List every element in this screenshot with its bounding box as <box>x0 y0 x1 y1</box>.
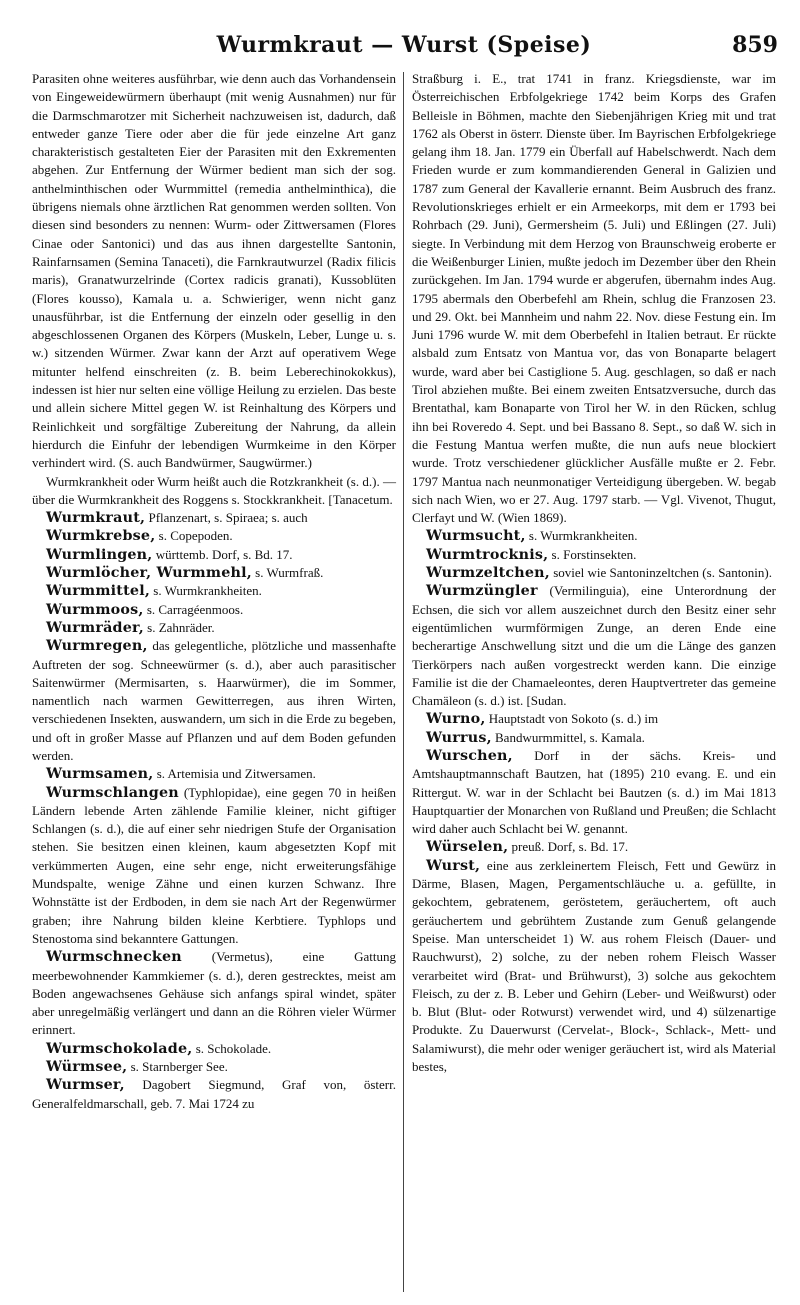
headword: Wurst, <box>426 857 481 874</box>
left-column <box>32 70 396 1113</box>
headword: Wurmmittel, <box>46 583 151 600</box>
headword: Wurmschokolade, <box>46 1040 193 1057</box>
headword: Wurno, <box>426 711 486 728</box>
headword: Wurmzeltchen, <box>426 565 550 582</box>
entry-wurmmoos <box>32 601 396 619</box>
headword: Wurmschnecken <box>46 949 182 966</box>
entry-text: württemb. Dorf, s. Bd. 17. <box>152 546 293 562</box>
entry-text: s. Wurmkrankheiten. <box>525 528 638 544</box>
headword: Wurmregen, <box>46 638 148 655</box>
entry-text: (Vermilinguia), eine Unterordnung der Echsen, die sich vor allem auszeichnet durch den Besitz einer sehr eigentümlichen wurmförmigen Zunge, an deren Ende eine becherartige Anschwellung sitzt und die um die Länge des ganzen Tierkörpers nach außen vorgestreckt werden kann. Die einzige Familie ist die der Chamaeleontes, deren Hauptvertreter das gemeine Chamäleon (s. d.) ist. [Sudan. <box>412 583 776 709</box>
entry-text: s. Forstinsekten. <box>548 546 637 562</box>
entry-text: Dorf in der sächs. Kreis- und Amtshauptmannschaft Bautzen, hat (1895) 210 evang. E. und ein Rittergut. W. war in der Schlacht bei Bautzen (s. d.) im Mai 1813 Hauptquartier der Monarchen von Rußland und Preußen; die Schlacht wird daher auch Schlacht bei W. genannt. <box>412 747 776 837</box>
headword: Wurmkrebse, <box>46 528 156 545</box>
headword: Wurmser, <box>46 1077 125 1094</box>
entry-wurst <box>412 857 776 1077</box>
entry-text: Bandwurmmittel, s. Kamala. <box>491 729 645 745</box>
entry-text: s. Artemisia und Zitwersamen. <box>153 766 316 782</box>
entry-text: Hauptstadt von Sokoto (s. d.) im <box>485 711 659 727</box>
entry-text: s. Wurmkrankheiten. <box>150 583 262 599</box>
headword: Wurmzüngler <box>426 583 538 600</box>
headword: Wurrus, <box>426 729 492 746</box>
entry-wurschen <box>412 747 776 838</box>
entry-text: (Typhlopidae), eine gegen 70 in heißen Ländern lebende Arten zählende Familie kleiner, nicht giftiger Schlangen (s. d.), die auf einer sehr niedrigen Stufe der Organisation stehen. Sie besitzen einen kleinen, kaum abgesetzten Kopf mit verkümmerten Augen, eine sehr enge, nicht erweiterungsfähige Mundspalte, wenige Zähne und einen kurzen Schwanz. Ihre Wohnstätte ist der Erdboden, in dem sie nach Art der Regenwürmer graben; ihre Nahrung bilden kleine Kerbtiere. Typhlops und Stenostoma sind bekanntere Gattungen. <box>32 784 396 946</box>
entry-wurmschnecken <box>32 948 396 1039</box>
entry-text: s. Starnberger See. <box>127 1059 228 1075</box>
entry-wurmtrocknis <box>412 546 776 564</box>
entry-text: soviel wie Santoninzeltchen (s. Santonin). <box>549 565 772 581</box>
headword: Würselen, <box>426 839 509 856</box>
entry-text: (Vermetus), eine Gattung meerbewohnender Kammkiemer (s. d.), deren gestrecktes, meist am Boden angewachsenes Gehäuse sich anfangs spiral windet, später aber unregelmäßig verlängert und dann an die Röhren vieler Würmer erinnert. <box>32 949 396 1038</box>
entry-wurno <box>412 710 776 728</box>
entry-wuerselen <box>412 838 776 856</box>
entry-wurmkrankheit: Wurmkrankheit oder Wurm heißt auch die Rotzkrankheit (s. d.). — über die Wurmkrankheit des Roggens s. Stockkrankheit. [Tanacetum. <box>32 473 396 507</box>
entry-wurmzuengler <box>412 582 776 710</box>
entry-text: s. Schokolade. <box>192 1040 272 1056</box>
entry-continuation: Parasiten ohne weiteres ausführbar, wie denn auch das Vorhandensein von Eingeweidewürmern überhaupt (mit wenig Ausnahmen) nur für die Darmschmarotzer mit Sicherheit nachzuweisen ist, dadurch, daß entweder ganze Tiere oder aber die für jede einzelne Art ganz charakteristisch gestalteten Eier der Parasiten mit den Exkrementen abgehen. Zur Entfernung der Würmer bedient man sich der sog. anthelminthischen oder Wurmmittel (remedia anthelminthica), die übrigens niemals ohne ärztlichen Rat genommen werden sollten. Von diesen sind besonders zu nennen: Wurm- oder Zittwersamen (Flores Cinae oder Santonici) und das aus ihnen dargestellte Santonin, Rainfarnsamen (Semina Tanaceti), die Farnkrautwurzel (Radix filicis maris), Granatwurzelrinde (Cortex radicis granati), Kussoblüten (Flores kousso), Kamala u. a. Schwieriger, wenn nicht ganz unausführbar, ist die Entfernung der einzeln oder gesellig in den abgeschlossenen Organen des Körpers (Muskeln, Leber, Lunge u. s. w.) sitzenden Würmer. Zwar kann der Arzt auf operativem Wege mitunter helfend einschreiten (z. B. beim Leberechinokokkus), indessen ist hier nur selten eine völlige Heilung zu erzielen. Das beste und allein sichere Mittel gegen W. ist Reinhaltung des Körpers und Reinlichkeit und sorgfältige Zubereitung der Nahrung, da allein hierdurch die Einfuhr der lebendigen Wurmkeime in den Körper verhindert wird. (S. auch Bandwürmer, Saugwürmer.) <box>32 71 396 471</box>
headword: Wurmlöcher, Wurmmehl, <box>46 565 252 582</box>
entry-text: Dagobert Siegmund, Graf von, österr. Generalfeldmarschall, geb. 7. Mai 1724 zu <box>32 1077 396 1111</box>
entry-text: preuß. Dorf, s. Bd. 17. <box>508 839 629 855</box>
entry-wuermsee <box>32 1058 396 1076</box>
page-number: 859 <box>732 32 778 58</box>
entry-text: s. Carragéenmoos. <box>143 601 244 617</box>
entry-wurmschlangen <box>32 784 396 949</box>
entry-wurmregen <box>32 637 396 765</box>
entry-wurmkraut <box>32 509 396 527</box>
running-title: Wurmkraut — Wurst (Speise) <box>216 32 592 58</box>
headword: Wurmsucht, <box>426 528 526 545</box>
entry-wurmraeder <box>32 619 396 637</box>
entry-wurmser <box>32 1076 396 1113</box>
entry-text: s. Zahnräder. <box>143 619 215 635</box>
headword: Wurmschlangen <box>46 784 179 801</box>
headword: Wurmtrocknis, <box>426 546 549 563</box>
headword: Würmsee, <box>46 1059 128 1076</box>
entry-wurrus <box>412 729 776 747</box>
entry-text: s. Copepoden. <box>155 528 233 544</box>
entry-continuation: Straßburg i. E., trat 1741 in franz. Kriegsdienste, war im Österreichischen Erbfolgekriege 1742 beim Korps des Grafen Belleisle in Böhmen, machte den Siebenjährigen Krieg mit und trat 1762 als Oberst in österr. Dienste über. Im Bayrischen Erbfolgekriege gelang ihm 18. Jan. 1779 ein Überfall auf Habelschwerdt. Nach dem Frieden wurde er zum kommandierenden General in Galizien und 1787 zum General der Kavallerie ernannt. Beim Ausbruch des franz. Revolutionskrieges erhielt er ein Armeekorps, mit dem er 1793 bei Rohrbach (29. Juni), Germersheim (5. Juli) und Eßlingen (27. Juli) siegte. In Verbindung mit dem Herzog von Braunschweig eroberte er die Weißenburger Linien, mußte jedoch im Dezember über den Rhein zurückgehen. Im Jan. 1794 wurde er abgerufen, übernahm indes Aug. 1795 abermals den Oberbefehl am Rhein, schlug die Franzosen 23. und 29. Okt. bei Mannheim und nahm 22. Nov. diese Festung ein. Im Juni 1796 wurde W. mit dem Oberbefehl in Italien betraut. Er rückte alsbald zum Entsatz von Mantua vor, das von Bonaparte belagert wurde, ward aber bei Castiglione 5. Aug. geschlagen, so daß er nach Tirol abziehen mußte. Bei einem zweiten Entsatzversuche, durch das Brentathal, kam Bonaparte von Tirol her W. in den Rücken, schlug ihn bei Roveredo 4. Sept. und bei Bassano 8. Sept., so daß W. sich in die Festung Mantua werfen mußte, die nun aufs neue blockiert wurde. Trotz verschiedener glücklicher Ausfälle mußte er 2. Febr. 1797 Mantua nach neunmonatiger Verteidigung übergeben. W. begab sich nach Wien, wo er 27. Aug. 1797 starb. — Vgl. Vivenot, Thugut, Clerfayt und W. (Wien 1869). <box>412 71 776 526</box>
headword: Wurmmoos, <box>46 601 144 618</box>
entry-text: s. Wurmfraß. <box>251 565 324 581</box>
entry-wurmzeltchen <box>412 564 776 582</box>
headword: Wurschen, <box>426 747 513 764</box>
entry-wurmsucht <box>412 527 776 545</box>
column-divider <box>403 72 404 1292</box>
entry-text: das gelegentliche, plötzliche und massenhafte Auftreten der sog. Schneewürmer (s. d.), aber auch parasitischer Saitenwürmer (Mermisarten, s. Haarwürmer), die im Sommer, namentlich nach warmen Gewitterregen, aus ihren Wirten, verschiedenen Insekten, auswandern, um sich in die Erde zu begeben, und oft in großer Masse auf Pflanzen und auf dem Boden gefunden werden. <box>32 638 396 763</box>
entry-text: eine aus zerkleinertem Fleisch, Fett und Gewürz in Därme, Blasen, Magen, Pergamentschläuche u. a. gefüllte, in gekochtem, gebratenem, geröstetem, geräuchertem, oft auch geräuchertem und gebrühtem Zustande zum Genuß gelangende Speise. Man unterscheidet 1) W. aus rohem Fleisch (Dauer- und Rauchwurst), 2) solche, zu der neben rohem Fleisch Wasser verarbeitet wird (Brat- und Brühwurst), 3) solche aus gekochtem Fleisch, zu der z. B. Leber und Gehirn (Leber- und Weißwurst) oder b. Blut (Blut- oder Rotwurst) verwendet wird, und 4) sülzenartige Produkte. Zu Dauerwurst (Cervelat-, Block-, Schlack-, Mett- und Salamiwurst), die mehr oder weniger geräuchert ist, wird als Material bestes, <box>412 857 776 1075</box>
headword: Wurmsamen, <box>46 766 154 783</box>
headword: Wurmräder, <box>46 619 144 636</box>
entry-text: Pflanzenart, s. Spiraea; s. auch <box>145 510 308 526</box>
headword: Wurmlingen, <box>46 546 153 563</box>
headword: Wurmkraut, <box>46 510 146 527</box>
entry-wurmsamen <box>32 765 396 783</box>
entry-wurmkrebse <box>32 527 396 545</box>
entry-wurmschokolade <box>32 1040 396 1058</box>
entry-wurmmittel <box>32 582 396 600</box>
entry-wurmlingen <box>32 546 396 564</box>
right-column <box>412 70 776 1076</box>
page-header <box>30 28 778 64</box>
entry-wurmloecher <box>32 564 396 582</box>
